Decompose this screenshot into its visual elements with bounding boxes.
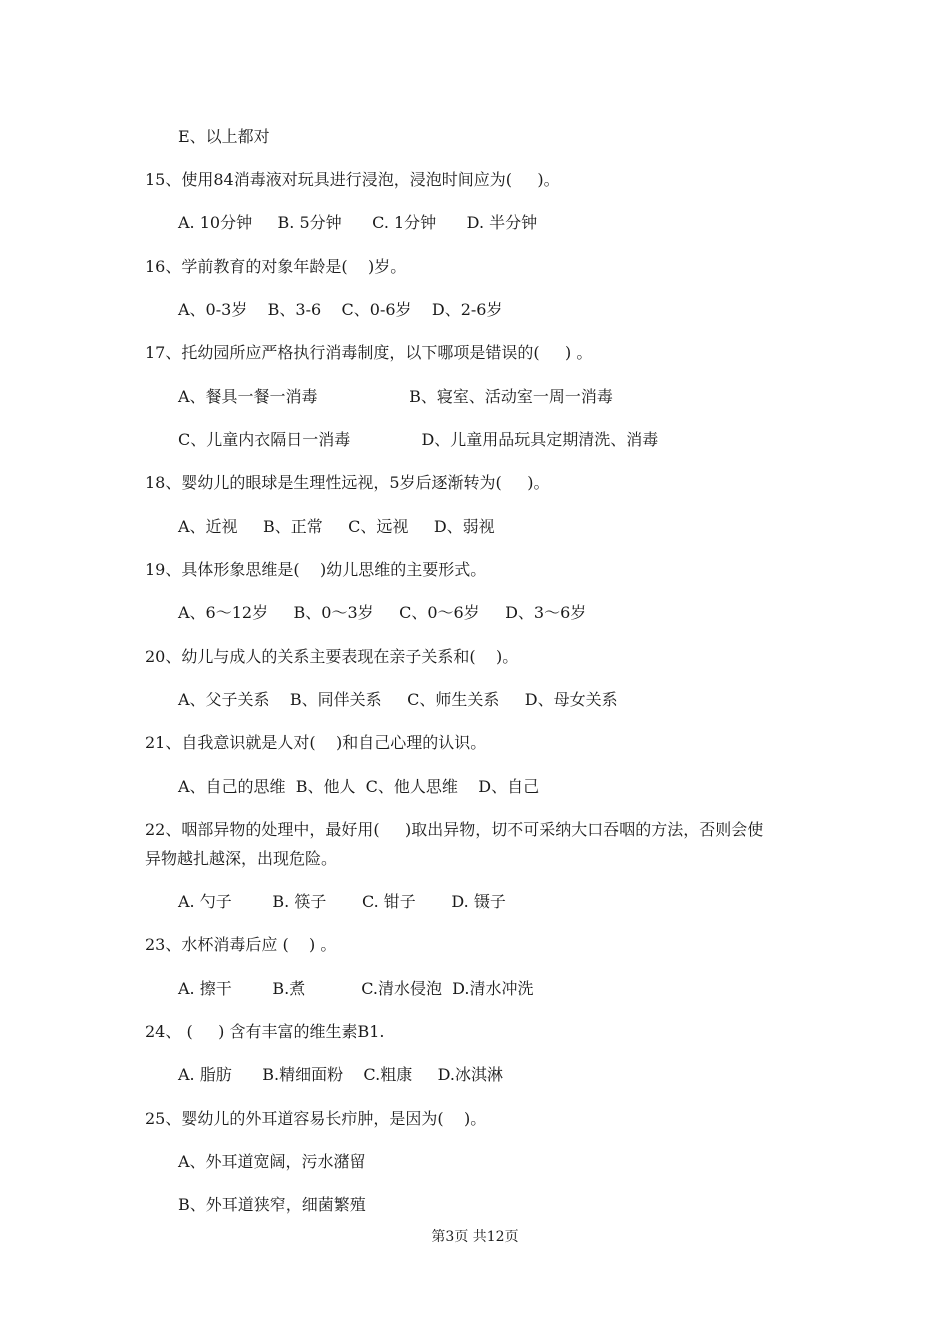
options-17-ab: A、餐具一餐一消毒 B、寝室、活动室一周一消毒 [178, 387, 613, 406]
options-23: A. 擦干 B.煮 C.清水侵泡 D.清水冲洗 [178, 979, 534, 998]
question-20: 20、幼儿与成人的关系主要表现在亲子关系和( )。 [145, 647, 519, 666]
options-21: A、自己的思维 B、他人 C、他人思维 D、自己 [178, 777, 540, 796]
question-23: 23、水杯消毒后应 ( ) 。 [145, 935, 337, 954]
page-number: 第3页 共12页 [431, 1229, 519, 1245]
option-25-a: A、外耳道宽阔，污水潴留 [178, 1152, 366, 1171]
question-25: 25、婴幼儿的外耳道容易长疖肿，是因为( )。 [145, 1109, 487, 1128]
question-18: 18、婴幼儿的眼球是生理性远视，5岁后逐渐转为( )。 [145, 473, 550, 492]
question-17: 17、托幼园所应严格执行消毒制度，以下哪项是错误的( ) 。 [145, 343, 593, 362]
question-22-cont: 异物越扎越深，出现危险。 [145, 849, 338, 868]
options-18: A、近视 B、正常 C、远视 D、弱视 [178, 517, 495, 536]
option-line: E、以上都对 [178, 127, 270, 146]
question-15: 15、使用84消毒液对玩具进行浸泡，浸泡时间应为( )。 [145, 170, 560, 189]
options-20: A、父子关系 B、同伴关系 C、师生关系 D、母女关系 [178, 690, 618, 709]
options-16: A、0-3岁 B、3-6 C、0-6岁 D、2-6岁 [178, 300, 503, 319]
options-22: A. 勺子 B. 筷子 C. 钳子 D. 镊子 [178, 892, 506, 911]
options-19: A、6～12岁 B、0～3岁 C、0～6岁 D、3～6岁 [178, 603, 587, 622]
question-22: 22、咽部异物的处理中，最好用( )取出异物，切不可采纳大口吞咽的方法，否则会使 [145, 820, 764, 839]
question-16: 16、学前教育的对象年龄是( )岁。 [145, 257, 407, 276]
question-24: 24、 ( ) 含有丰富的维生素B1. [145, 1022, 385, 1041]
question-21: 21、自我意识就是人对( )和自己心理的认识。 [145, 733, 487, 752]
options-24: A. 脂肪 B.精细面粉 C.粗康 D.冰淇淋 [178, 1065, 503, 1084]
options-15: A. 10分钟 B. 5分钟 C. 1分钟 D. 半分钟 [178, 213, 538, 232]
question-19: 19、具体形象思维是( )幼儿思维的主要形式。 [145, 560, 487, 579]
option-25-b: B、外耳道狭窄，细菌繁殖 [178, 1195, 366, 1214]
options-17-cd: C、儿童内衣隔日一消毒 D、儿童用品玩具定期清洗、消毒 [178, 430, 659, 449]
